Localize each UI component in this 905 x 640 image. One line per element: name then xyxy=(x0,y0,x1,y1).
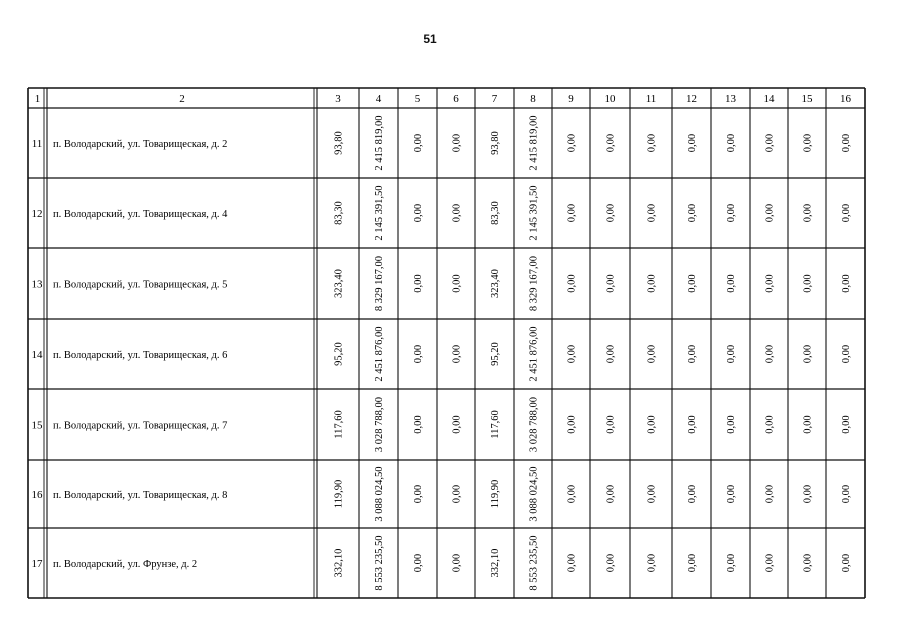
value-cell: 0,00 xyxy=(413,553,425,573)
row-number: 13 xyxy=(31,278,43,291)
column-header: 3 xyxy=(335,93,341,105)
value-cell: 332,10 xyxy=(333,548,345,578)
address-cell: п. Володарский, ул. Товарищеская, д. 6 xyxy=(53,350,228,361)
value-cell: 323,40 xyxy=(333,269,345,298)
value-cell: 0,00 xyxy=(726,344,738,364)
value-cell: 0,00 xyxy=(726,203,738,223)
value-cell: 117,60 xyxy=(333,410,345,439)
value-cell: 0,00 xyxy=(605,274,617,293)
row-number: 12 xyxy=(31,208,43,220)
value-cell: 3 088 024,50 xyxy=(374,466,386,522)
value-cell: 0,00 xyxy=(726,415,738,434)
value-cell: 8 329 167,00 xyxy=(528,255,540,312)
value-cell: 0,00 xyxy=(605,415,617,434)
column-header: 16 xyxy=(840,93,851,105)
value-cell: 0,00 xyxy=(764,484,776,504)
value-cell: 0,00 xyxy=(646,133,658,153)
value-cell: 0,00 xyxy=(802,553,814,573)
column-header: 14 xyxy=(763,93,775,105)
value-cell: 0,00 xyxy=(646,203,658,223)
value-cell: 8 553 235,50 xyxy=(374,535,386,591)
address-cell: п. Володарский, ул. Товарищеская, д. 5 xyxy=(53,279,228,291)
value-cell: 0,00 xyxy=(413,415,425,434)
value-cell: 0,00 xyxy=(687,344,699,364)
column-header: 5 xyxy=(414,93,421,105)
value-cell: 0,00 xyxy=(451,484,463,504)
value-cell: 0,00 xyxy=(841,553,853,573)
value-cell: 0,00 xyxy=(802,344,814,364)
value-cell: 0,00 xyxy=(802,133,814,153)
value-cell: 0,00 xyxy=(764,274,776,293)
value-cell: 3 088 024,50 xyxy=(528,466,540,522)
value-cell: 0,00 xyxy=(726,274,738,293)
value-cell: 0,00 xyxy=(726,133,738,153)
column-header: 7 xyxy=(491,93,498,105)
value-cell: 323,40 xyxy=(490,269,502,298)
value-cell: 2 451 876,00 xyxy=(528,326,540,382)
value-cell: 0,00 xyxy=(566,553,578,573)
column-header: 12 xyxy=(686,93,697,105)
column-header: 1 xyxy=(34,93,41,105)
value-cell: 0,00 xyxy=(802,203,814,223)
value-cell: 0,00 xyxy=(451,133,463,153)
value-cell: 332,10 xyxy=(490,548,502,578)
value-cell: 3 028 788,00 xyxy=(528,396,540,453)
value-cell: 0,00 xyxy=(566,344,578,364)
value-cell: 0,00 xyxy=(566,274,578,293)
value-cell: 0,00 xyxy=(764,203,776,223)
row-number: 15 xyxy=(31,419,43,432)
value-cell: 0,00 xyxy=(687,133,699,153)
value-cell: 0,00 xyxy=(605,133,617,153)
value-cell: 95,20 xyxy=(490,342,502,366)
value-cell: 0,00 xyxy=(646,484,658,504)
value-cell: 0,00 xyxy=(802,274,814,293)
column-header: 6 xyxy=(453,93,459,105)
value-cell: 0,00 xyxy=(687,274,699,293)
value-cell: 2 145 391,50 xyxy=(374,185,386,241)
value-cell: 0,00 xyxy=(726,484,738,504)
value-cell: 0,00 xyxy=(687,484,699,504)
value-cell: 119,90 xyxy=(333,479,345,509)
value-cell: 0,00 xyxy=(646,344,658,364)
value-cell: 0,00 xyxy=(646,415,658,434)
value-cell: 0,00 xyxy=(726,553,738,573)
value-cell: 0,00 xyxy=(413,133,425,153)
address-cell: п. Володарский, ул. Товарищеская, д. 8 xyxy=(53,490,228,501)
value-cell: 0,00 xyxy=(566,133,578,153)
value-cell: 0,00 xyxy=(646,553,658,573)
value-cell: 0,00 xyxy=(802,415,814,434)
column-header: 9 xyxy=(568,93,574,105)
value-cell: 0,00 xyxy=(413,344,425,364)
value-cell: 0,00 xyxy=(687,553,699,573)
value-cell: 0,00 xyxy=(451,553,463,573)
value-cell: 0,00 xyxy=(687,203,699,223)
value-cell: 0,00 xyxy=(841,274,853,293)
value-cell: 0,00 xyxy=(566,203,578,223)
value-cell: 0,00 xyxy=(413,484,425,504)
value-cell: 0,00 xyxy=(687,415,699,434)
value-cell: 0,00 xyxy=(605,484,617,504)
value-cell: 83,30 xyxy=(333,201,345,225)
column-header: 10 xyxy=(604,93,616,105)
value-cell: 0,00 xyxy=(841,344,853,364)
value-cell: 0,00 xyxy=(764,344,776,364)
value-cell: 93,80 xyxy=(333,131,345,155)
value-cell: 8 329 167,00 xyxy=(374,255,386,312)
value-cell: 0,00 xyxy=(841,415,853,434)
page-number: 51 xyxy=(423,32,437,46)
value-cell: 0,00 xyxy=(451,274,463,293)
value-cell: 0,00 xyxy=(413,203,425,223)
address-cell: п. Володарский, ул. Товарищеская, д. 2 xyxy=(53,139,228,150)
row-number: 14 xyxy=(31,349,43,361)
row-number: 17 xyxy=(31,558,43,570)
value-cell: 2 415 819,00 xyxy=(374,115,386,171)
value-cell: 0,00 xyxy=(605,203,617,223)
value-cell: 0,00 xyxy=(451,203,463,223)
value-cell: 0,00 xyxy=(841,203,853,223)
value-cell: 2 415 819,00 xyxy=(528,115,540,171)
value-cell: 83,30 xyxy=(490,201,502,225)
value-cell: 119,90 xyxy=(490,479,502,509)
value-cell: 0,00 xyxy=(802,484,814,504)
value-cell: 0,00 xyxy=(566,484,578,504)
value-cell: 3 028 788,00 xyxy=(374,396,386,453)
value-cell: 0,00 xyxy=(841,133,853,153)
address-cell: п. Володарский, ул. Фрунзе, д. 2 xyxy=(53,559,198,570)
value-cell: 0,00 xyxy=(764,415,776,434)
column-header: 2 xyxy=(179,93,185,105)
value-cell: 2 145 391,50 xyxy=(528,185,540,241)
row-number: 11 xyxy=(31,138,43,150)
row-number: 16 xyxy=(31,489,43,501)
value-cell: 0,00 xyxy=(605,553,617,573)
address-cell: п. Володарский, ул. Товарищеская, д. 7 xyxy=(53,420,228,432)
value-cell: 8 553 235,50 xyxy=(528,535,540,591)
value-cell: 0,00 xyxy=(841,484,853,504)
column-header: 11 xyxy=(645,93,657,105)
value-cell: 0,00 xyxy=(413,274,425,293)
value-cell: 0,00 xyxy=(605,344,617,364)
column-header: 15 xyxy=(801,93,813,105)
value-cell: 93,80 xyxy=(490,131,502,155)
value-cell: 117,60 xyxy=(490,410,502,439)
column-header: 4 xyxy=(375,93,382,105)
value-cell: 0,00 xyxy=(764,553,776,573)
column-header: 8 xyxy=(530,93,536,105)
value-cell: 0,00 xyxy=(451,415,463,434)
address-cell: п. Володарский, ул. Товарищеская, д. 4 xyxy=(53,209,228,220)
value-cell: 0,00 xyxy=(764,133,776,153)
value-cell: 2 451 876,00 xyxy=(374,326,386,382)
value-cell: 0,00 xyxy=(451,344,463,364)
value-cell: 0,00 xyxy=(566,415,578,434)
value-cell: 95,20 xyxy=(333,342,345,366)
value-cell: 0,00 xyxy=(646,274,658,293)
column-header: 13 xyxy=(725,93,736,105)
